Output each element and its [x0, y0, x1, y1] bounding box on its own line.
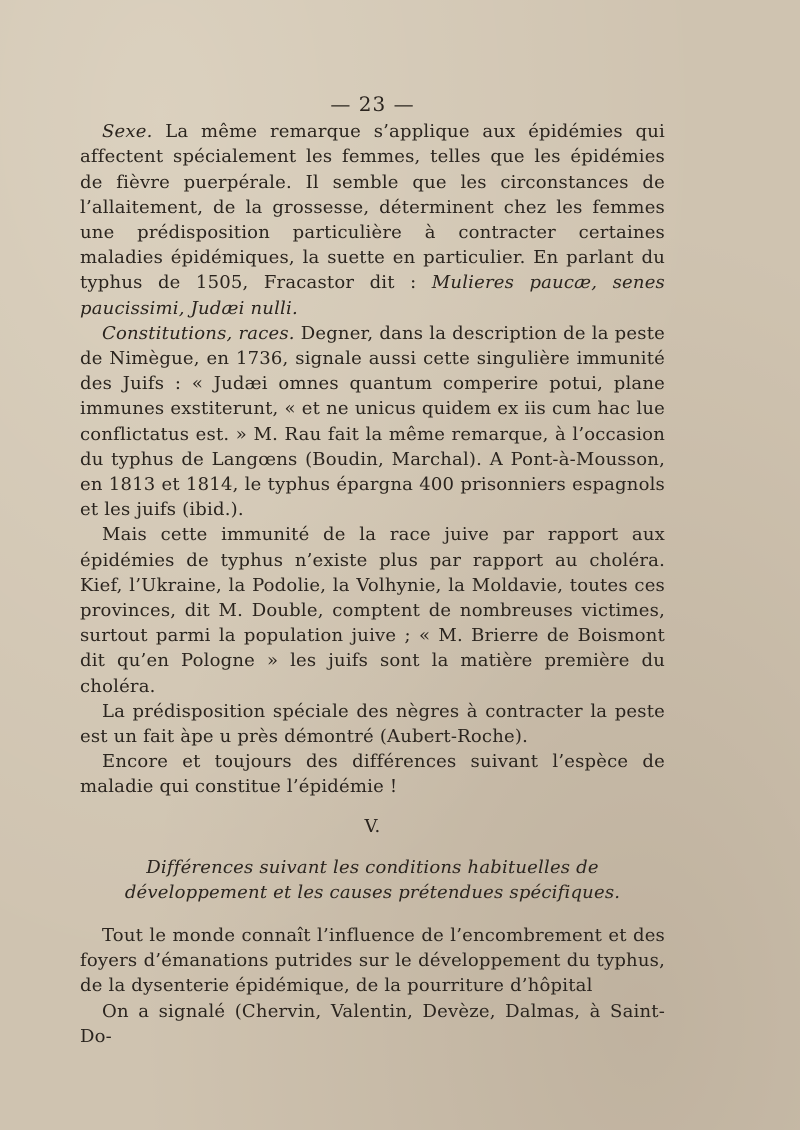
paragraph-negres: La prédisposition spéciale des nègres à contracter la peste est un fait àpe u près démontré (Aubert-Roche).	[80, 700, 665, 748]
paragraph-encombrement: Tout le monde connaît l’influence de l’encombrement et des foyers d’émanations putrides sur le développement du typhus, de la dysenterie épidémique, de la pourriture d’hôpital	[80, 924, 665, 997]
section-number: V.	[364, 815, 381, 837]
paragraph-constitutions	[80, 321, 665, 523]
paragraph-text: Degner, dans la description de la peste de Nimègue, en 1736, signale aussi cette singulière immunité des Juifs : « Judæi omnes quantum comperire potui, plane immunes exstiterunt, « et ne unicus quidem ex iis cum hac lue conflictatus est. » M. Rau fait la même remarque, à l’occasion du typhus de Langœns (Boudin, Marchal). A Pont-à-Mousson, en 1813 et 1814, le typhus épargna 400 prisonniers espagnols et les juifs (ibid.).	[80, 322, 665, 521]
paragraph-cholera: Mais cette immunité de la race juive par rapport aux épidémies de typhus n’existe plus par rapport au choléra. Kief, l’Ukraine, la Podolie, la Volhynie, la Moldavie, toutes ces provinces, dit M. Double, comptent de nombreuses victimes, surtout parmi la population juive ; « M. Brierre de Boismont dit qu’en Pologne » les juifs sont la matière première du choléra.	[80, 524, 665, 697]
paragraph-signale: On a signalé (Chervin, Valentin, Devèze, Dalmas, à Saint-Do-	[80, 1000, 665, 1047]
section-title: Différences suivant les conditions habituelles de développement et les causes prétendues spécifiques.	[124, 856, 621, 903]
paragraph-text: La même remarque s’applique aux épidémies qui affectent spécialement les femmes, telles que les épidémies de fièvre puerpérale. Il semble que les circonstances de l’allaitement, de la grossesse, déterminent chez les femmes une prédisposition particulière à contracter certaines maladies épidémiques, la suette en particulier. En parlant du typhus de 1505, Fracastor dit :	[80, 121, 665, 294]
paragraph-lead: Constitutions, races.	[102, 322, 295, 344]
paragraph-encore: Encore et toujours des différences suivant l’espèce de maladie qui constitue l’épidémie !	[80, 751, 665, 798]
paragraph-sexe	[80, 119, 665, 321]
paragraph-lead: Sexe.	[102, 121, 153, 143]
latin-quote: Mulieres paucæ, senes paucissimi, Judæi nulli.	[80, 272, 665, 319]
book-page	[80, 92, 665, 1049]
page-number: — 23 —	[330, 92, 415, 116]
